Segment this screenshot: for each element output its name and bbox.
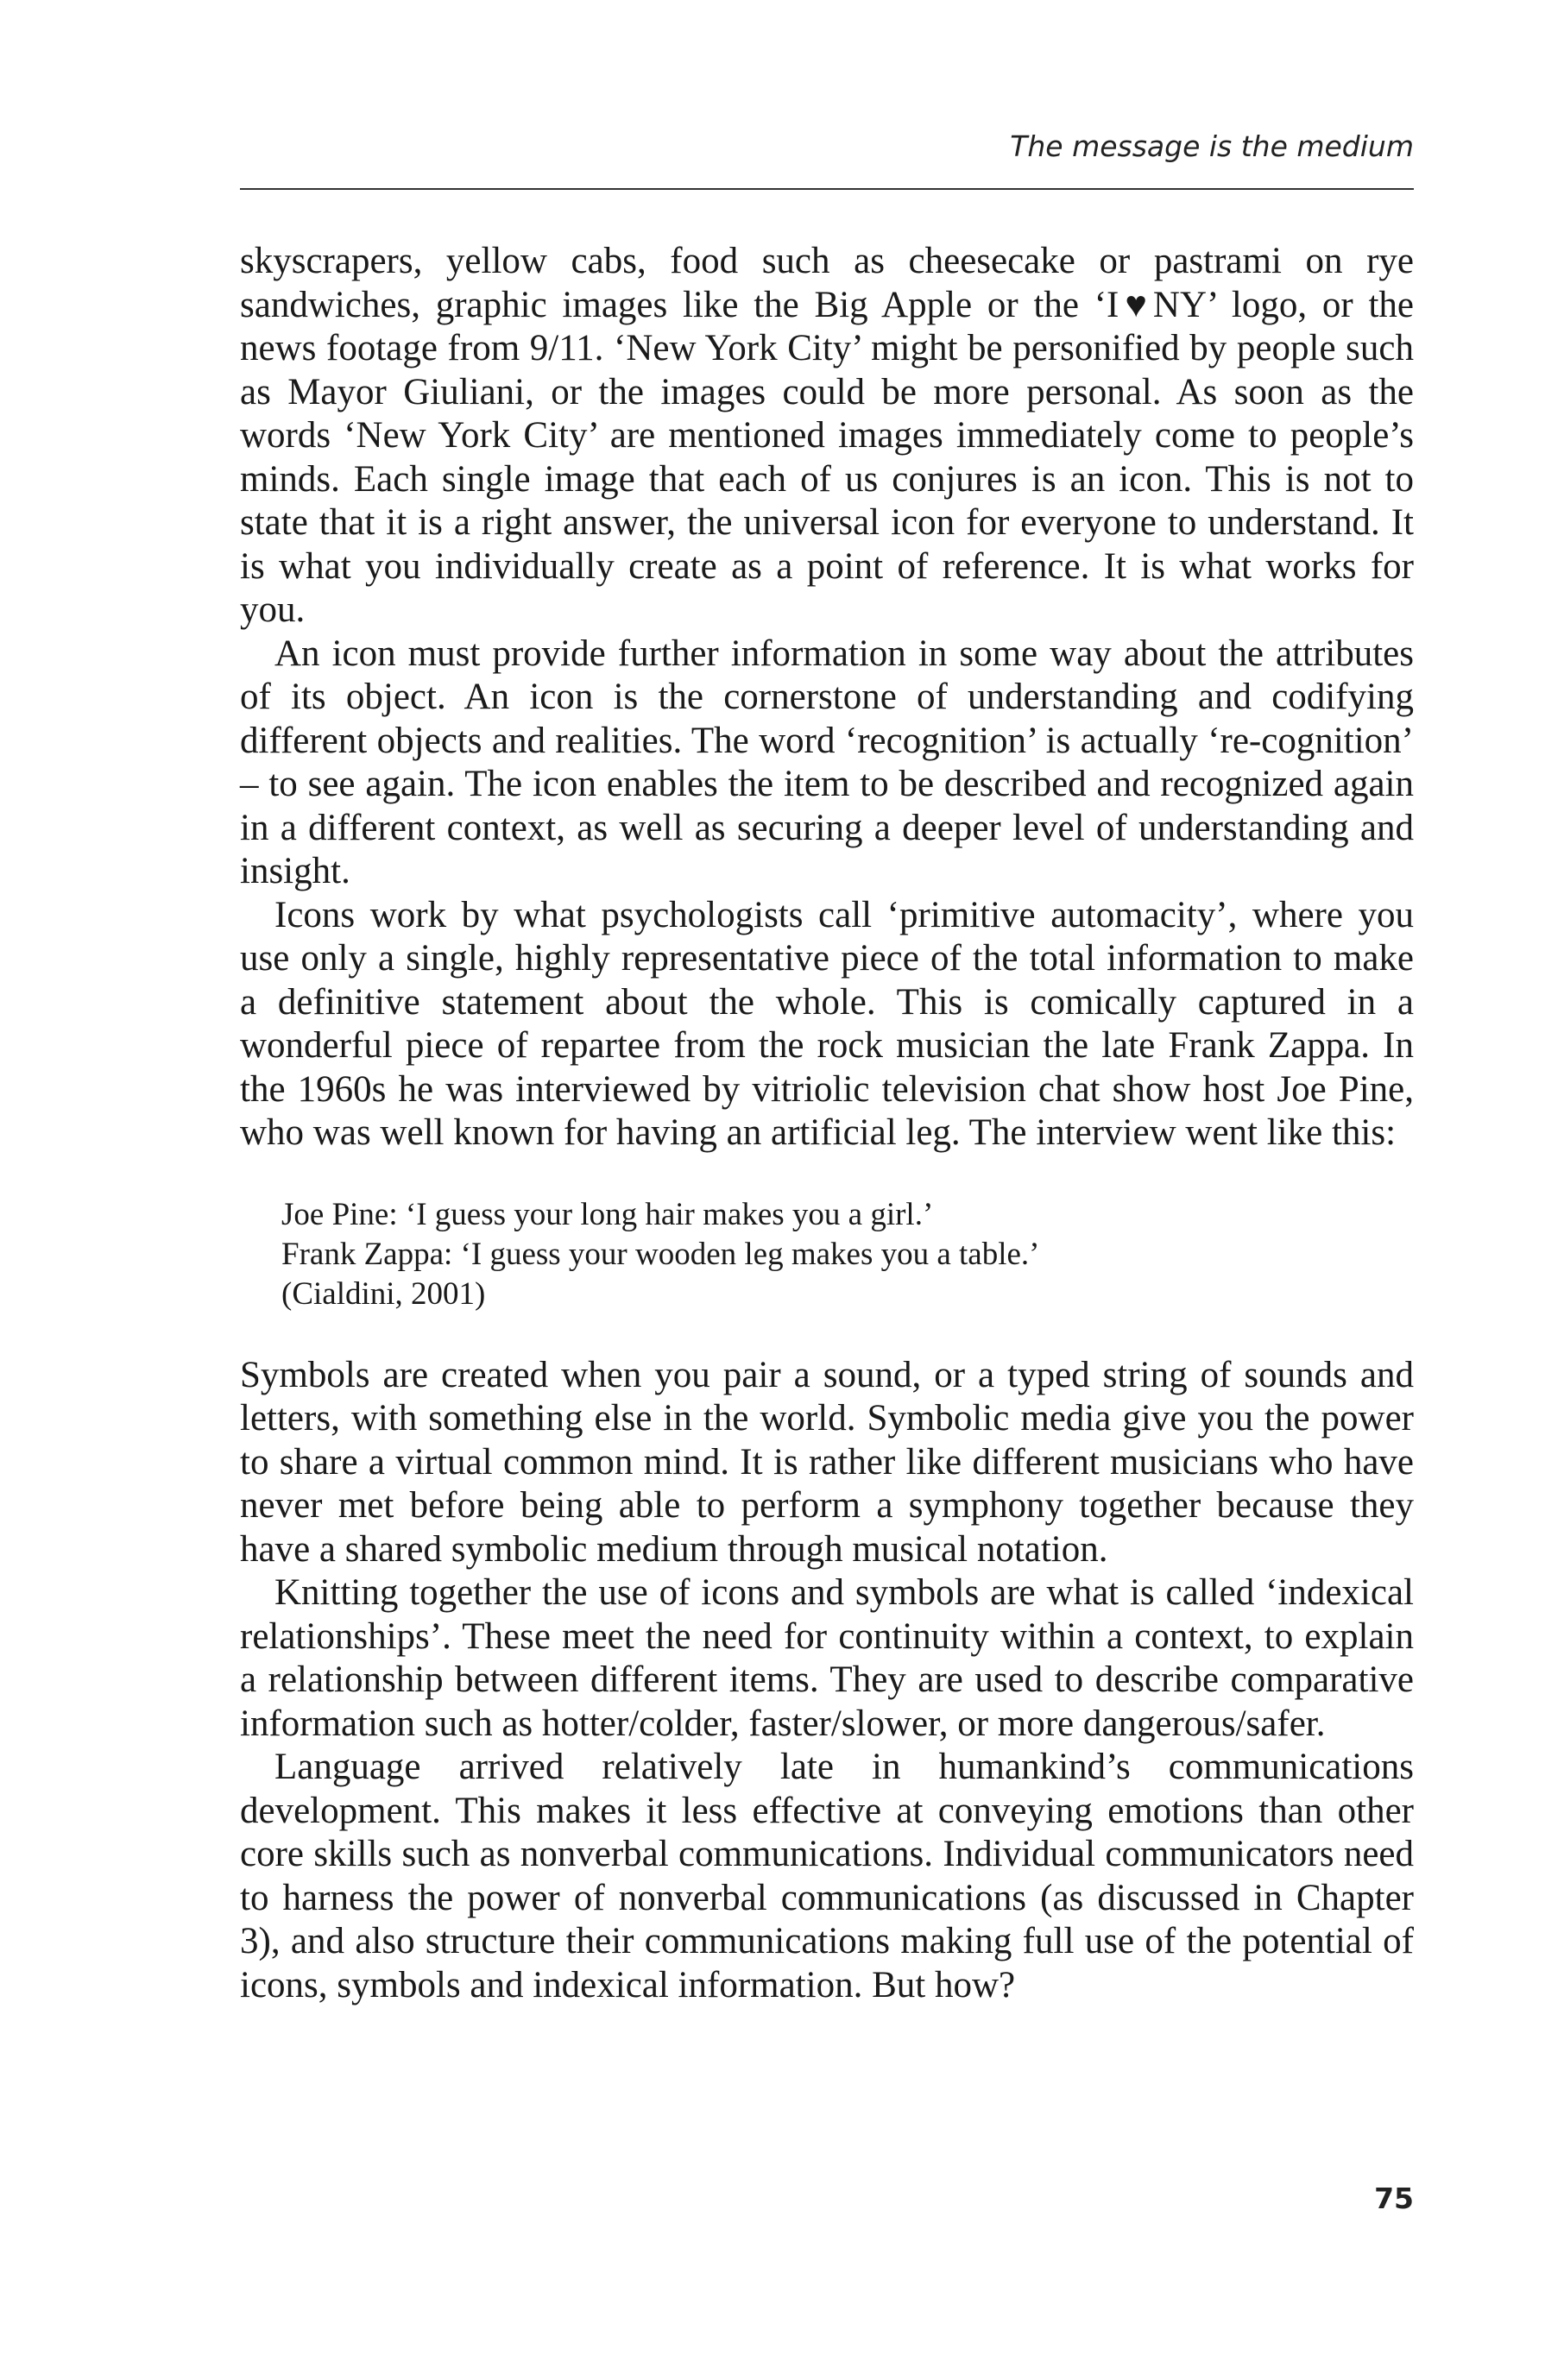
quote-line-frank-zappa: Frank Zappa: ‘I guess your wooden leg makes you a table.’ <box>281 1236 1040 1272</box>
page-number: 75 <box>1374 2182 1414 2215</box>
paragraph-2: An icon must provide further information in some way about the attributes of its object. An icon is the cornerstone of understanding and codifying different objects and realities. The word ‘recognition’ is actually ‘re-cognition’ – to see again. The icon enables the item to be described and recognized again in a different context, as well as securing a deeper level of understanding and insight. <box>240 633 1414 891</box>
quote-line-joe-pine: Joe Pine: ‘I guess your long hair makes you a girl.’ <box>281 1196 934 1232</box>
paragraph-1 <box>240 240 1414 633</box>
block-quote <box>281 1195 1414 1314</box>
paragraph-4: Symbols are created when you pair a sound, or a typed string of sounds and letters, with something else in the world. Symbolic media give you the power to share a virtual common mind. It is rather like different musicians who have never met before being able to perform a symphony together because they have a shared symbolic medium through musical notation. <box>240 1354 1414 1570</box>
paragraph-1-start: skyscrapers, yellow cabs, food such as cheesecake or pastrami on rye sandwiches, graphic images like the Big Apple or the ‘I <box>240 241 1414 325</box>
quote-citation: (Cialdini, 2001) <box>281 1275 486 1312</box>
paragraph-5: Knitting together the use of icons and symbols are what is called ‘indexical relationships’. These meet the need for continuity within a context, to explain a relationship between different items. They are used to describe comparative information such as hotter/colder, faster/slower, or more dangerous/safer. <box>240 1572 1414 1744</box>
paragraph-1-end: NY’ logo, or the news footage from 9/11. ‘New York City’ might be personified by people such as Mayor Giuliani, or the images could be more personal. As soon as the words ‘New York City’ are mentioned images immediately come to people’s minds. Each single image that each of us conjures is an icon. This is not to state that it is a right answer, the universal icon for everyone to understand. It is what you individually create as a point of reference. It is what works for you. <box>240 284 1414 630</box>
running-head-title: The message is the medium <box>1010 129 1414 163</box>
page-body <box>240 240 1414 2007</box>
header-rule <box>240 188 1414 190</box>
heart-icon: ♥ <box>1119 284 1153 325</box>
paragraph-6: Language arrived relatively late in humankind’s communications development. This makes it less effective at conveying emotions than other core skills such as nonverbal communications. Individual communicators need to harness the power of nonverbal communications (as discussed in Chapter 3), and also structure their communications making full use of the potential of icons, symbols and indexical information. But how? <box>240 1747 1414 2005</box>
paragraph-3: Icons work by what psychologists call ‘primitive automacity’, where you use only a single, highly representative piece of the total information to make a definitive statement about the whole. This is comically captured in a wonderful piece of repartee from the rock musician the late Frank Zappa. In the 1960s he was interviewed by vitriolic television chat show host Joe Pine, who was well known for having an artificial leg. The interview went like this: <box>240 894 1414 1153</box>
